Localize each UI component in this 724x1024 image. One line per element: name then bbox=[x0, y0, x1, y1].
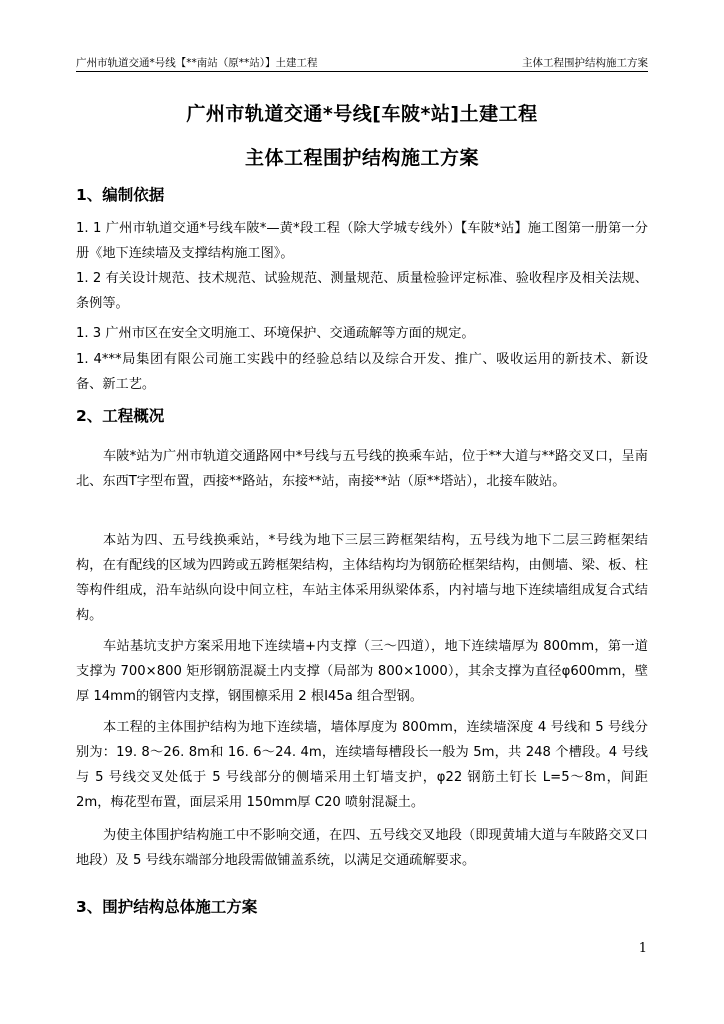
basis-item-1-1: 1. 1 广州市轨道交通*号线车陂*—黄*段工程（除大学城专线外）【车陂*站】施工图第一册第一分册《地下连续墙及支撑结构施工图》。 bbox=[76, 221, 648, 261]
header-project-title: 广州市轨道交通*号线【**南站（原**站）】土建工程 bbox=[76, 57, 318, 69]
running-header bbox=[76, 55, 648, 72]
section-1-heading: 1、编制依据 bbox=[76, 186, 165, 204]
header-document-title: 主体工程围护结构施工方案 bbox=[522, 57, 648, 69]
overview-paragraph-support: 车站基坑支护方案采用地下连续墙+内支撑（三～四道），地下连续墙厚为 800mm，第一道支撑为 700×800 矩形钢筋混凝土内支撑（局部为 800×1000），其余支撑为直径φ600mm，壁厚 14mm的钢管内支撑，钢围檩采用 2 根Ⅰ45a 组合型钢。 bbox=[76, 639, 648, 704]
document-title-line-2: 主体工程围护结构施工方案 bbox=[244, 147, 479, 169]
document-title-line-1: 广州市轨道交通*号线[车陂*站]土建工程 bbox=[186, 103, 538, 125]
overview-paragraph-structure: 本站为四、五号线换乘站，*号线为地下三层三跨框架结构，五号线为地下二层三跨框架结构，在有配线的区域为四跨或五跨框架结构，主体结构均为钢筋砼框架结构，由侧墙、梁、板、柱等构件组成，沿车站纵向设中间立柱，车站主体采用纵梁体系，内衬墙与地下连续墙组成复合式结构。 bbox=[76, 533, 648, 623]
section-2-heading: 2、工程概况 bbox=[76, 407, 165, 425]
overview-paragraph-diaphragm-wall: 本工程的主体围护结构为地下连续墙，墙体厚度为 800mm，连续墙深度 4 号线和 5 号线分别为：19. 8～26. 8m和 16. 6～24. 4m，连续墙每槽段长一般为 5m，共 248 个槽段。4 号线与 5 号线交叉处低于 5 号线部分的侧墙采用土钉墙支护，φ22 钢筋土钉长 L=5～8m，间距 2m，梅花型布置，面层采用 150mm厚 C20 喷射混凝土。 bbox=[76, 720, 648, 810]
overview-paragraph-traffic: 为使主体围护结构施工中不影响交通，在四、五号线交叉地段（即现黄埔大道与车陂路交叉口地段）及 5 号线东端部分地段需做铺盖系统，以满足交通疏解要求。 bbox=[76, 828, 648, 868]
overview-paragraph-location: 车陂*站为广州市轨道交通路网中*号线与五号线的换乘车站，位于**大道与**路交叉口，呈南北、东西T字型布置，西接**路站，东接**站，南接**站（原**塔站），北接车陂站。 bbox=[76, 449, 648, 489]
basis-item-1-2: 1. 2 有关设计规范、技术规范、试验规范、测量规范、质量检验评定标准、验收程序及相关法规、条例等。 bbox=[76, 271, 648, 311]
basis-item-1-3: 1. 3 广州市区在安全文明施工、环境保护、交通疏解等方面的规定。 bbox=[76, 326, 475, 341]
page-number: 1 bbox=[638, 941, 647, 956]
section-3-heading: 3、围护结构总体施工方案 bbox=[76, 898, 258, 916]
basis-item-1-4: 1. 4***局集团有限公司施工实践中的经验总结以及综合开发、推广、吸收运用的新技术、新设备、新工艺。 bbox=[76, 352, 648, 392]
